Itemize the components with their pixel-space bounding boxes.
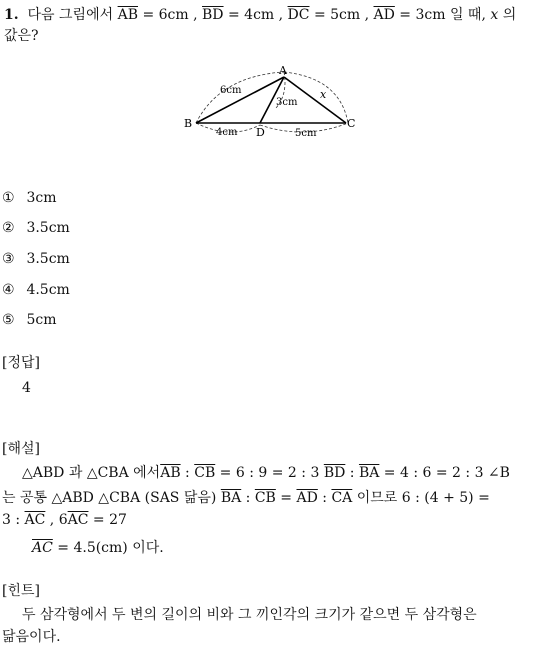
explanation-heading: [해설] [2, 441, 40, 457]
explanation-line-4: $\overline{AC} = 4.5(cm)$ 이다. [32, 540, 164, 556]
choice-text: 3cm [26, 190, 57, 206]
segment-bd: $\overline{BD}$ [202, 7, 224, 23]
variable-x: x [490, 7, 499, 23]
choice-number: ④ [2, 282, 15, 298]
hint-line-2: 닮음이다. [2, 629, 61, 645]
choice-1[interactable] [2, 190, 56, 206]
choice-5[interactable] [2, 312, 56, 328]
point-d-label: D [256, 126, 265, 139]
segment-ad: $\overline{AD}$ [373, 7, 395, 23]
question-line-2: 값은? [4, 28, 39, 44]
side-ab [196, 77, 284, 123]
length-x-label: x [320, 88, 327, 101]
choice-number: ② [2, 220, 15, 236]
question-line-1: 1. 다음 그림에서 $\overline{AB} = 6cm$ , $\overline{BD} = 4cm$ , $\overline{DC} = 5cm$ , $\overline{AD} = 3cm$ 일 때, x 의 [4, 7, 517, 23]
choice-number: ⑤ [2, 312, 15, 328]
length-ab-label: 6cm [220, 85, 242, 96]
hint-heading: [힌트] [2, 583, 40, 599]
answer-heading: [정답] [2, 355, 40, 371]
choice-2[interactable] [2, 220, 70, 236]
question-text: 다음 그림에서 [27, 7, 114, 23]
answer-value: 4 [22, 380, 31, 396]
choice-4[interactable] [2, 282, 70, 298]
point-c-label: C [347, 117, 356, 130]
choice-text: 3.5cm [26, 220, 70, 236]
explanation-line-2: 는 공통 △ABD △CBA (SAS 닮음) $\overline{BA}$ : $\overline{CB} = \overline{AD}$ : $\overline{CA}$ 이므로 6 : (4 + 5) = [2, 490, 490, 506]
segment-dc: $\overline{DC}$ [287, 7, 310, 23]
segment-ab: $\overline{AB}$ [117, 7, 138, 23]
point-a-label: A [279, 64, 287, 77]
choice-text: 3.5cm [26, 251, 70, 267]
choice-text: 4.5cm [26, 282, 70, 298]
hint-line-1: 두 삼각형에서 두 변의 길이의 비와 그 끼인각의 크기가 같으면 두 삼각형은 [22, 607, 477, 623]
choice-text: 5cm [26, 312, 57, 328]
explanation-line-3: 3 : $\overline{AC}$ , $6\overline{AC} = 27$ [2, 512, 127, 528]
choice-3[interactable] [2, 251, 70, 267]
question-number: 1. [4, 7, 19, 23]
length-dc-label: 5cm [295, 128, 317, 139]
triangle-figure [180, 64, 360, 140]
explanation-line-1: △ABD 과 △CBA 에서$\overline{AB}$ : $\overline{CB} = 6$ : 9 = 2 : 3 $\overline{BD}$ : $\overline{BA} = 4$ : 6 = 2 : 3 ∠B [22, 465, 510, 481]
point-b-label: B [184, 117, 193, 130]
length-bd-label: 4cm [216, 127, 238, 138]
choice-number: ① [2, 190, 15, 206]
choice-number: ③ [2, 251, 15, 267]
length-ad-label: 3cm [276, 97, 298, 108]
